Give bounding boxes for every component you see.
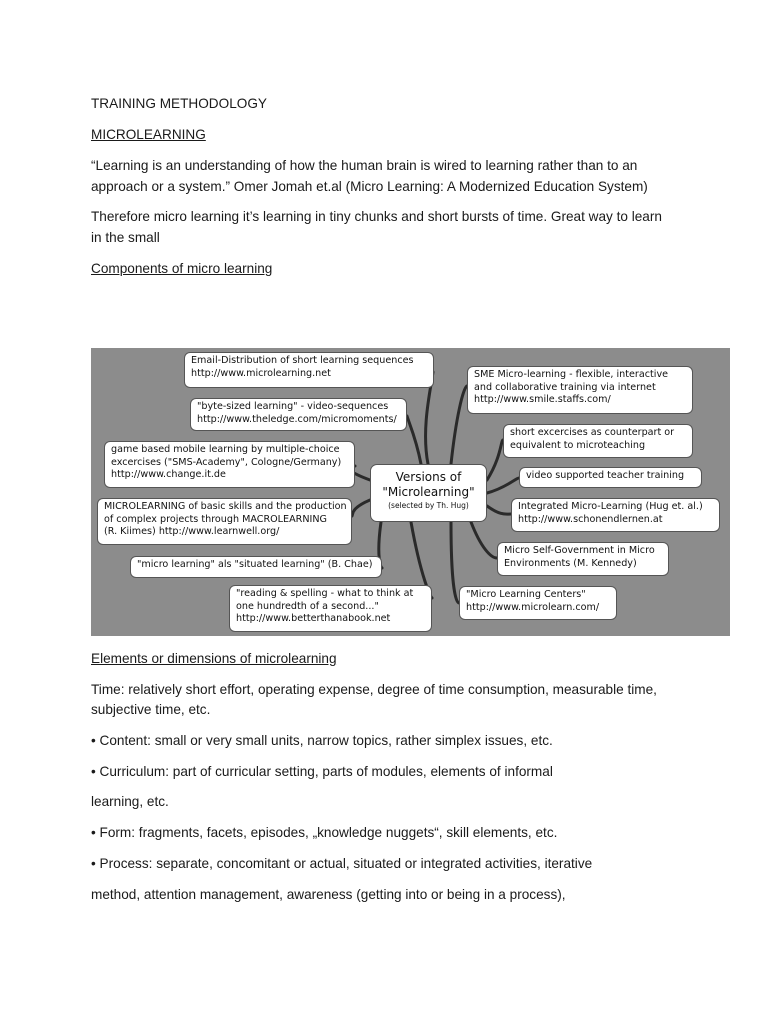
curriculum-bullet-line-2: learning, etc. xyxy=(91,794,169,809)
node-text: http://www.theledge.com/micromoments/ xyxy=(197,413,397,425)
process-bullet-line-2: method, attention management, awareness (getting into or being in a process), xyxy=(91,887,566,902)
center-title-line-1: Versions of xyxy=(395,470,462,484)
paragraph-line-2: in the small xyxy=(91,230,160,245)
node-micro-learning-centers xyxy=(459,586,617,620)
node-text: http://www.smile.staffs.com/ xyxy=(474,394,611,405)
node-short-excercises xyxy=(503,424,693,458)
node-micro-self-government xyxy=(497,542,669,576)
components-heading: Components of micro learning xyxy=(91,261,273,276)
node-video-teacher-training xyxy=(519,467,702,488)
paragraph-line-1: Therefore micro learning it’s learning in tiny chunks and short bursts of time. Great way to learn xyxy=(91,209,662,224)
process-bullet-line-1: • Process: separate, concomitant or actual, situated or integrated activities, iterative xyxy=(91,856,593,871)
node-text: one hundredth of a second..." xyxy=(236,600,379,612)
node-text: Micro Self-Government in Micro xyxy=(504,545,655,556)
node-text: Environments (M. Kennedy) xyxy=(504,557,637,569)
curriculum-bullet-line-1: • Curriculum: part of curricular setting, parts of modules, elements of informal xyxy=(91,764,553,779)
node-text: Integrated Micro-Learning (Hug et. al.) xyxy=(518,501,703,512)
center-node xyxy=(370,464,487,522)
node-situated-learning xyxy=(130,556,382,578)
node-text: http://www.change.it.de xyxy=(111,469,226,480)
node-text: http://www.schonendlernen.at xyxy=(518,513,663,525)
node-text: and collaborative training via internet xyxy=(474,381,656,393)
center-title-line-2: "Microlearning" xyxy=(382,485,475,499)
section-heading-microlearning: MICROLEARNING xyxy=(91,127,206,142)
form-bullet: • Form: fragments, facets, episodes, „knowledge nuggets“, skill elements, etc. xyxy=(91,825,558,840)
node-text: (R. Kiimes) http://www.learnwell.org/ xyxy=(104,526,280,537)
node-text: excercises ("SMS-Academy", Cologne/Germany) xyxy=(111,456,342,468)
time-line-2: subjective time, etc. xyxy=(91,702,211,717)
quote-line-2: approach or a system.” Omer Jomah et.al (Micro Learning: A Modernized Education System) xyxy=(91,179,648,194)
node-text: SME Micro-learning - flexible, interactive xyxy=(474,369,669,380)
node-text: http://www.microlearn.com/ xyxy=(466,601,600,613)
microlearning-mind-map xyxy=(91,348,730,636)
node-text: short excercises as counterpart or xyxy=(510,427,675,438)
center-subtitle: (selected by Th. Hug) xyxy=(388,501,469,510)
quote-line-1: “Learning is an understanding of how the human brain is wired to learning rather than to an xyxy=(91,158,638,173)
node-text: "micro learning" als "situated learning" (B. Chae) xyxy=(137,559,373,570)
node-text: http://www.betterthanabook.net xyxy=(236,613,391,624)
node-microlearning-basic-skills xyxy=(97,498,352,545)
time-line-1: Time: relatively short effort, operating expense, degree of time consumption, measurable time, xyxy=(91,682,657,697)
node-text: "reading & spelling - what to think at xyxy=(236,588,414,599)
node-byte-sized-learning xyxy=(190,398,407,431)
node-integrated-micro-learning xyxy=(511,498,720,532)
node-game-based-mobile-learning xyxy=(104,441,355,488)
node-text: MICROLEARNING of basic skills and the production xyxy=(104,501,347,512)
node-text: video supported teacher training xyxy=(526,470,685,481)
node-email-distribution xyxy=(184,352,434,388)
node-text: equivalent to microteaching xyxy=(510,439,646,451)
node-text: game based mobile learning by multiple-choice xyxy=(111,444,340,455)
node-text: Email-Distribution of short learning sequences xyxy=(191,355,414,366)
content-bullet: • Content: small or very small units, narrow topics, rather simplex issues, etc. xyxy=(91,733,553,748)
node-text: http://www.microlearning.net xyxy=(191,367,331,379)
node-reading-spelling xyxy=(229,585,432,632)
node-text: "byte-sized learning" - video-sequences xyxy=(197,401,389,412)
document-title: TRAINING METHODOLOGY xyxy=(91,96,267,111)
elements-heading: Elements or dimensions of microlearning xyxy=(91,651,337,666)
node-text: "Micro Learning Centers" xyxy=(466,589,586,600)
node-sme-micro-learning xyxy=(467,366,693,414)
node-text: of complex projects through MACROLEARNING xyxy=(104,513,327,525)
